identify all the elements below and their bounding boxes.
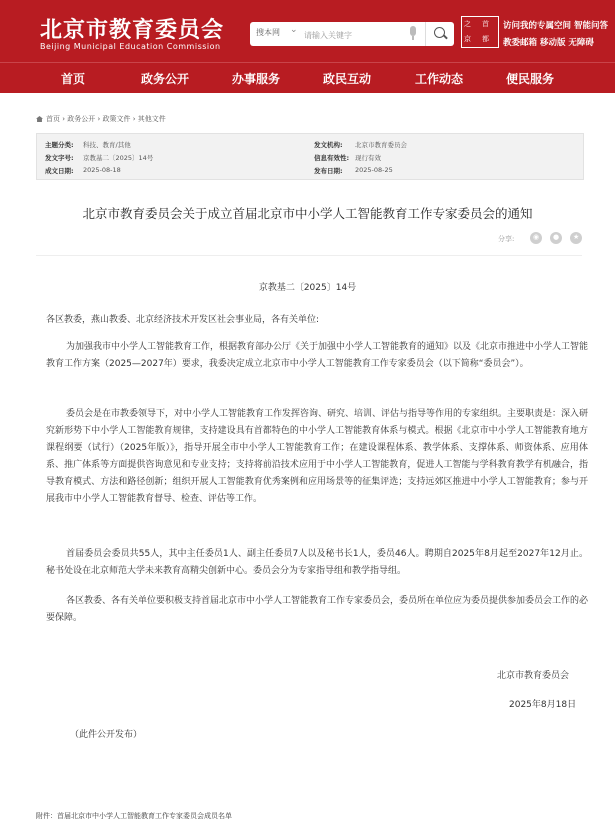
weibo-icon[interactable]: ● [550,232,562,244]
seal-char: 京 [464,35,471,43]
nav-item-services[interactable]: 办事服务 [232,72,281,86]
header-links-bottom[interactable]: 教委邮箱 移动版 无障碍 [503,38,594,48]
wechat-icon[interactable]: ◉ [530,232,542,244]
breadcrumb-text[interactable]: 首页 › 政务公开 › 政策文件 › 其他文件 [46,115,166,123]
nav-item-gov-affairs[interactable]: 政务公开 [141,72,190,86]
paragraph-1: 为加强我市中小学人工智能教育工作，根据教育部办公厅《关于加强中小学人工智能教育的通知》以及《北京市推进中小学人工智能教育工作方案（2025—2027年）要求，我委决定成立北京市中小学人工智能教育工作专家委员会（以下简称“委员会”）。 [46,342,589,369]
search-icon-handle [443,34,448,39]
meta-org: 北京市教育委员会 [355,141,407,149]
nav-item-public-services[interactable]: 便民服务 [506,72,555,86]
document-meta-box [36,133,584,180]
home-icon[interactable] [36,116,43,122]
attachment-link[interactable]: 附件：首届北京市中小学人工智能教育工作专家委员会成员名单 [36,812,232,820]
header-links-top[interactable]: 访问我的专属空间 智能问答 [503,21,608,31]
search-input[interactable] [302,25,406,45]
public-note: （此件公开发布） [70,730,143,740]
paragraph-3: 首届委员会委员共55人，其中主任委员1人、副主任委员7人以及秘书长1人，委员46人。聘期自2025年8月起至2027年12月止。秘书处设在北京师范大学未来教育高精尖创新中心。委员会分为专家指导组和教学指导组。 [46,549,588,576]
salutation: 各区教委，燕山教委、北京经济技术开发区社会事业局，各有关单位: [46,315,320,325]
site-logo-title[interactable]: 北京市教育委员会 [40,18,225,43]
meta-validity: 现行有效 [355,154,381,162]
microphone-icon-stem [412,36,414,40]
search-box [250,22,454,46]
chevron-down-icon[interactable]: ⌄ [290,25,298,35]
search-scope-select[interactable]: 搜本网 [256,28,280,37]
paragraph-4: 各区教委、各有关单位要积极支持首届北京市中小学人工智能教育工作专家委员会，委员所在单位应为委员提供参加委员会工作的必要保障。 [46,596,589,623]
meta-label: 信息有效性: [314,154,350,162]
signer: 北京市教育委员会 [497,671,570,681]
seal-char: 之 [464,20,471,28]
seal-char: 首 [482,20,489,28]
paragraph-2: 委员会是在市教委领导下，对中小学人工智能教育工作发挥咨询、研究、培训、评估与指导等作用的专家组织。主要职责是：深入研究新形势下中小学人工智能教育规律，支持建设具有首都特色的中小学人工智能教育体系与模式。根据《北京市中小学人工智能教育地方课程纲要（试行）（2025年版）》，指导开展全市中小学人工智能教育工作；在建设课程体系、教学体系、支撑体系、师资体系、应用体系、推广体系等方面提供咨询意见和专业支持；支持将前沿技术应用于中小学人工智能教育，促进人工智能与学科教育教学有机融合，指导教育模式、方法和路径创新；组织开展人工智能教育优秀案例和应用场景等的征集评选；支持远郊区推进中小学人工智能教育；参与开展我市中小学人工智能教育督导、检查、评估等工作。 [46,409,589,504]
search-button[interactable] [425,22,455,46]
nav-item-home[interactable]: 首页 [61,72,86,86]
meta-made-date: 2025-08-18 [83,166,121,174]
main-nav [0,62,615,93]
nav-item-work-news[interactable]: 工作动态 [415,72,464,86]
nav-item-interaction[interactable]: 政民互动 [323,72,372,86]
title-divider [36,255,582,256]
microphone-icon[interactable] [410,26,416,36]
capital-seal-logo[interactable] [461,16,499,48]
meta-label: 发文字号: [45,154,74,162]
breadcrumb [36,114,166,124]
document-title: 北京市教育委员会关于成立首届北京市中小学人工智能教育工作专家委员会的通知 [82,206,533,221]
seal-char: 都 [482,35,489,43]
site-header [0,0,615,62]
qzone-icon[interactable]: ★ [570,232,582,244]
document-number: 京教基二〔2025〕14号 [258,283,357,293]
meta-subject: 科技、教育/其他 [83,141,131,149]
meta-label: 发布日期: [314,167,343,175]
meta-pub-date: 2025-08-25 [355,166,393,174]
share-label: 分享: [498,235,515,243]
meta-docno: 京教基二〔2025〕14号 [83,154,154,162]
meta-label: 成文日期: [45,167,74,175]
site-logo-subtitle: Beijing Municipal Education Commission [40,42,221,51]
meta-label: 发文机构: [314,141,343,149]
meta-label: 主题分类: [45,141,74,149]
signing-date: 2025年8月18日 [509,700,577,710]
